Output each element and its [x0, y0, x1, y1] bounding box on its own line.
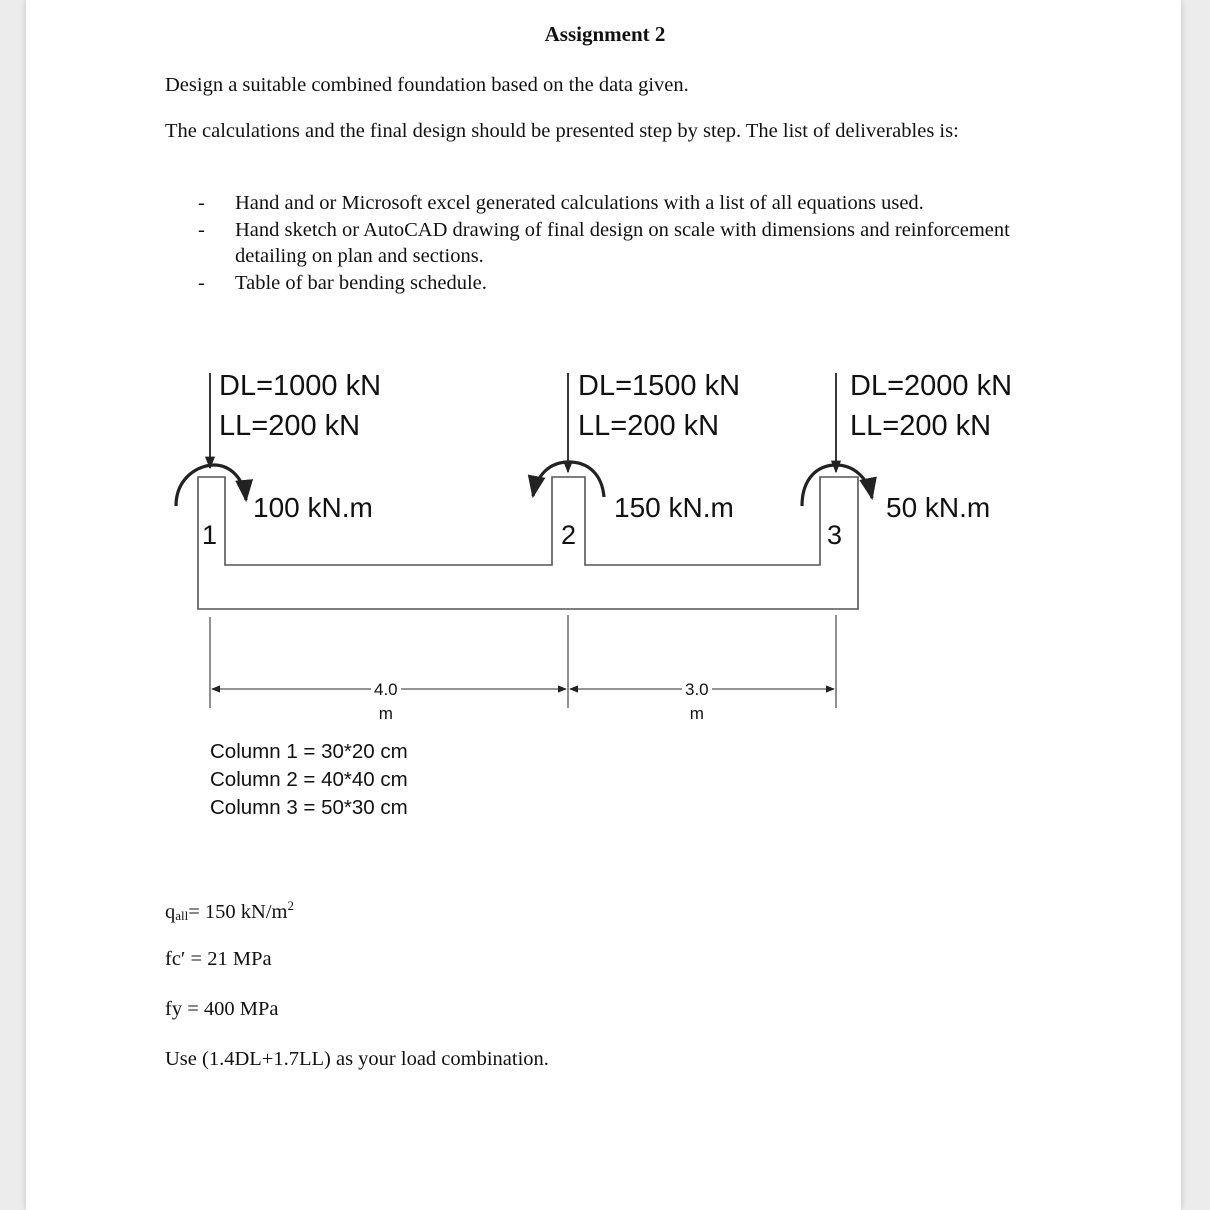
moment-label-1: 100 kN.m	[253, 492, 373, 523]
dead-load-label: DL=1000 kN	[219, 370, 382, 402]
moment-label-2: 150 kN.m	[614, 492, 734, 523]
column-3-loads	[850, 366, 1012, 446]
page-title: Assignment 2	[544, 22, 666, 46]
column-number-3: 3	[827, 520, 843, 550]
list-item: - Hand sketch or AutoCAD drawing of final design on scale with dimensions and reinforcement detailing on plan and sections.	[198, 218, 1010, 267]
concrete-strength: fc′ = 21 MPa	[165, 948, 272, 970]
column-size-1: Column 1 = 30*20 cm	[210, 740, 408, 763]
moment-label-3: 50 kN.m	[886, 492, 991, 523]
moment-arrow-3	[802, 465, 872, 506]
steel-yield-strength: fy = 400 MPa	[165, 998, 279, 1020]
column-2-loads	[578, 366, 740, 446]
live-load-label: LL=200 kN	[850, 410, 992, 442]
column-size-2: Column 2 = 40*40 cm	[210, 768, 408, 791]
load-combination: Use (1.4DL+1.7LL) as your load combination.	[165, 1048, 549, 1070]
span-dimension-2: 3.0 m	[682, 678, 712, 726]
column-1-loads	[219, 366, 381, 446]
allowable-bearing-pressure: $q_{all}= 150$ $kN/m^2$	[165, 898, 295, 923]
live-load-label: LL=200 kN	[219, 410, 361, 442]
column-size-3: Column 3 = 50*30 cm	[210, 796, 408, 819]
instructions-paragraph: The calculations and the final design should be presented step by step. The list of deliverables is:	[165, 120, 959, 142]
dead-load-label: DL=2000 kN	[850, 370, 1013, 402]
dead-load-label: DL=1500 kN	[578, 370, 741, 402]
list-item: - Table of bar bending schedule.	[198, 271, 487, 294]
live-load-label: LL=200 kN	[578, 410, 720, 442]
span-dimension-1: 4.0 m	[371, 678, 401, 726]
intro-paragraph: Design a suitable combined foundation based on the data given.	[165, 74, 689, 96]
list-item: - Hand and or Microsoft excel generated calculations with a list of all equations used.	[198, 192, 924, 214]
column-number-1: 1	[202, 520, 218, 550]
column-sizes	[210, 738, 408, 822]
moment-arrow-1	[176, 465, 246, 506]
column-number-2: 2	[561, 520, 577, 550]
